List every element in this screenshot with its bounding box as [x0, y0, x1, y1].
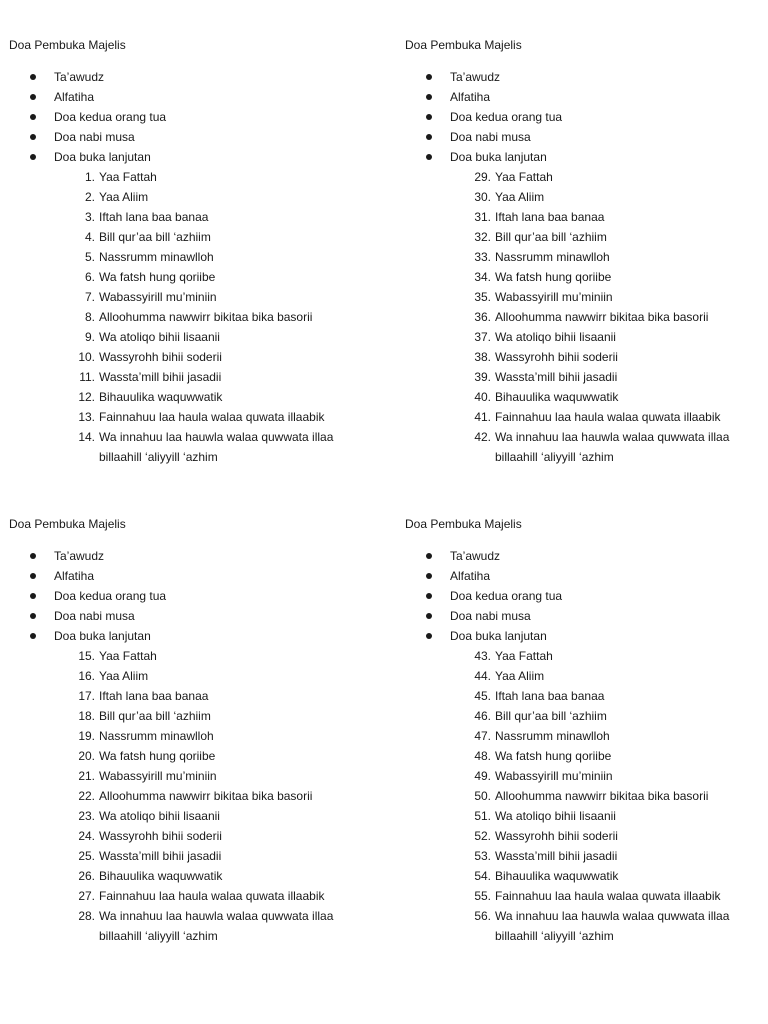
bullet-dot-icon: [30, 633, 36, 639]
list-number: 34.: [474, 270, 491, 284]
list-text: Nassrumm minawlloh: [99, 729, 214, 743]
list-item: [405, 387, 757, 407]
list-number: 12.: [78, 390, 95, 404]
list-item: [9, 387, 361, 407]
list-number: 26.: [78, 869, 95, 883]
list-item: [405, 407, 757, 427]
bullet-item: [9, 586, 166, 606]
bullet-text: Doa kedua orang tua: [450, 589, 563, 603]
numbered-list: [405, 646, 757, 946]
list-number: 50.: [474, 789, 491, 803]
list-item: [405, 427, 757, 467]
list-number: 10.: [78, 350, 95, 364]
list-text: Wa fatsh hung qoriibe: [99, 749, 216, 763]
list-text: Wa fatsh hung qoriibe: [495, 270, 612, 284]
list-item: [9, 666, 361, 686]
list-number: 41.: [474, 410, 491, 424]
list-number: 49.: [474, 769, 491, 783]
list-item: [9, 367, 361, 387]
bullet-text: Alfatiha: [450, 90, 491, 104]
list-number: 38.: [474, 350, 491, 364]
list-item: [405, 886, 757, 906]
list-text: Wa fatsh hung qoriibe: [99, 270, 216, 284]
list-text: Iftah lana baa banaa: [99, 689, 209, 703]
bullet-text: Alfatiha: [54, 90, 95, 104]
list-text: Bill qur’aa bill ‘azhiim: [495, 709, 607, 723]
list-text: Bihauulika waquwwatik: [99, 390, 223, 404]
list-number: 9.: [84, 330, 95, 344]
list-item: [9, 826, 361, 846]
bullet-list: [405, 546, 562, 646]
bullet-text: Doa nabi musa: [450, 130, 531, 144]
list-number: 27.: [78, 889, 95, 903]
list-number: 51.: [474, 809, 491, 823]
list-text: Alloohumma nawwirr bikitaa bika basorii: [99, 310, 313, 324]
bullet-item: [9, 107, 166, 127]
list-item: [9, 726, 361, 746]
bullet-text: Doa buka lanjutan: [450, 629, 547, 643]
list-item: [9, 167, 361, 187]
list-text: Wa innahuu laa hauwla walaa quwwata illaa billaahill ‘aliyyill ‘azhim: [495, 909, 730, 943]
list-item: [405, 187, 757, 207]
list-text: Wassta’mill bihii jasadii: [99, 370, 222, 384]
bullet-list: [9, 67, 166, 167]
list-number: 44.: [474, 669, 491, 683]
list-text: Yaa Aliim: [495, 190, 545, 204]
bullet-dot-icon: [426, 94, 432, 100]
list-number: 14.: [78, 430, 95, 444]
list-number: 24.: [78, 829, 95, 843]
list-number: 21.: [78, 769, 95, 783]
bullet-item: [9, 147, 166, 167]
list-item: [405, 726, 757, 746]
list-text: Wassta’mill bihii jasadii: [495, 849, 618, 863]
bullet-item: [405, 566, 562, 586]
list-text: Yaa Aliim: [495, 669, 545, 683]
list-text: Nassrumm minawlloh: [99, 250, 214, 264]
list-item: [9, 227, 361, 247]
list-text: Wa atoliqo bihii lisaanii: [99, 330, 220, 344]
list-number: 3.: [84, 210, 95, 224]
list-number: 39.: [474, 370, 491, 384]
list-number: 4.: [84, 230, 95, 244]
bullet-item: [9, 127, 166, 147]
list-text: Wabassyirill mu’miniin: [99, 769, 217, 783]
bullet-dot-icon: [426, 134, 432, 140]
list-text: Iftah lana baa banaa: [495, 689, 605, 703]
list-number: 42.: [474, 430, 491, 444]
list-number: 55.: [474, 889, 491, 903]
list-number: 46.: [474, 709, 491, 723]
bullet-text: Doa buka lanjutan: [54, 150, 151, 164]
bullet-dot-icon: [30, 74, 36, 80]
list-text: Alloohumma nawwirr bikitaa bika basorii: [495, 789, 709, 803]
bullet-item: [9, 67, 166, 87]
list-item: [9, 327, 361, 347]
list-item: [9, 706, 361, 726]
list-item: [9, 287, 361, 307]
list-text: Yaa Aliim: [99, 669, 149, 683]
list-number: 33.: [474, 250, 491, 264]
bullet-item: [405, 546, 562, 566]
list-item: [9, 786, 361, 806]
list-number: 31.: [474, 210, 491, 224]
list-item: [405, 247, 757, 267]
list-text: Wassyrohh bihii soderii: [99, 350, 222, 364]
bullet-list: [405, 67, 562, 167]
list-number: 19.: [78, 729, 95, 743]
list-number: 18.: [78, 709, 95, 723]
bullet-text: Doa buka lanjutan: [450, 150, 547, 164]
list-number: 13.: [78, 410, 95, 424]
list-text: Wa innahuu laa hauwla walaa quwwata illaa billaahill ‘aliyyill ‘azhim: [495, 430, 730, 464]
list-item: [9, 806, 361, 826]
list-text: Wa innahuu laa hauwla walaa quwwata illaa billaahill ‘aliyyill ‘azhim: [99, 909, 334, 943]
list-item: [405, 766, 757, 786]
list-number: 37.: [474, 330, 491, 344]
bullet-text: Doa nabi musa: [450, 609, 531, 623]
list-text: Wassta’mill bihii jasadii: [495, 370, 618, 384]
bullet-dot-icon: [426, 593, 432, 599]
list-item: [9, 746, 361, 766]
bullet-dot-icon: [426, 114, 432, 120]
list-text: Fainnahuu laa haula walaa quwata illaabik: [99, 889, 325, 903]
list-item: [405, 786, 757, 806]
list-item: [405, 746, 757, 766]
list-item: [9, 766, 361, 786]
list-item: [9, 267, 361, 287]
list-number: 48.: [474, 749, 491, 763]
bullet-dot-icon: [30, 134, 36, 140]
bullet-dot-icon: [30, 573, 36, 579]
list-item: [405, 347, 757, 367]
list-item: [9, 427, 361, 467]
list-item: [405, 227, 757, 247]
list-number: 16.: [78, 669, 95, 683]
bullet-item: [9, 626, 166, 646]
list-item: [405, 686, 757, 706]
bullet-list: [9, 546, 166, 646]
list-item: [405, 307, 757, 327]
list-item: [405, 826, 757, 846]
list-text: Wassyrohh bihii soderii: [495, 829, 618, 843]
list-item: [405, 287, 757, 307]
list-number: 53.: [474, 849, 491, 863]
list-text: Nassrumm minawlloh: [495, 250, 610, 264]
bullet-item: [405, 147, 562, 167]
bullet-item: [405, 127, 562, 147]
list-text: Yaa Fattah: [99, 170, 157, 184]
list-item: [9, 646, 361, 666]
list-text: Fainnahuu laa haula walaa quwata illaabik: [495, 410, 721, 424]
list-number: 40.: [474, 390, 491, 404]
list-text: Alloohumma nawwirr bikitaa bika basorii: [99, 789, 313, 803]
list-item: [405, 806, 757, 826]
list-number: 11.: [79, 370, 95, 384]
list-item: [9, 207, 361, 227]
list-text: Yaa Aliim: [99, 190, 149, 204]
list-item: [9, 187, 361, 207]
bullet-dot-icon: [426, 553, 432, 559]
list-number: 35.: [474, 290, 491, 304]
list-number: 20.: [78, 749, 95, 763]
list-item: [9, 866, 361, 886]
list-item: [405, 327, 757, 347]
list-item: [405, 666, 757, 686]
bullet-dot-icon: [426, 613, 432, 619]
bullet-text: Alfatiha: [450, 569, 491, 583]
block-title: Doa Pembuka Majelis: [9, 38, 126, 52]
list-number: 47.: [474, 729, 491, 743]
list-text: Wa atoliqo bihii lisaanii: [495, 809, 616, 823]
list-text: Wassta’mill bihii jasadii: [99, 849, 222, 863]
list-text: Alloohumma nawwirr bikitaa bika basorii: [495, 310, 709, 324]
block-title: Doa Pembuka Majelis: [9, 517, 126, 531]
list-number: 23.: [78, 809, 95, 823]
list-number: 28.: [78, 909, 95, 923]
list-text: Bill qur’aa bill ‘azhiim: [99, 709, 211, 723]
list-item: [405, 706, 757, 726]
list-text: Wa innahuu laa hauwla walaa quwwata illaa billaahill ‘aliyyill ‘azhim: [99, 430, 334, 464]
list-number: 43.: [474, 649, 491, 663]
bullet-item: [405, 87, 562, 107]
list-text: Wa atoliqo bihii lisaanii: [495, 330, 616, 344]
list-number: 22.: [78, 789, 95, 803]
bullet-item: [405, 67, 562, 87]
numbered-list: [9, 646, 361, 946]
list-number: 45.: [474, 689, 491, 703]
list-number: 54.: [474, 869, 491, 883]
list-number: 8.: [84, 310, 95, 324]
list-item: [9, 307, 361, 327]
bullet-text: Doa kedua orang tua: [54, 589, 167, 603]
bullet-dot-icon: [30, 613, 36, 619]
bullet-dot-icon: [30, 94, 36, 100]
bullet-dot-icon: [30, 154, 36, 160]
bullet-text: Doa nabi musa: [54, 130, 135, 144]
numbered-list: [9, 167, 361, 467]
list-text: Iftah lana baa banaa: [99, 210, 209, 224]
list-number: 36.: [474, 310, 491, 324]
list-number: 5.: [84, 250, 95, 264]
list-text: Yaa Fattah: [495, 649, 553, 663]
list-text: Bihauulika waquwwatik: [495, 869, 619, 883]
list-number: 2.: [84, 190, 95, 204]
bullet-text: Doa kedua orang tua: [450, 110, 563, 124]
bullet-item: [9, 546, 166, 566]
list-number: 56.: [474, 909, 491, 923]
list-text: Yaa Fattah: [99, 649, 157, 663]
bullet-text: Doa buka lanjutan: [54, 629, 151, 643]
bullet-item: [405, 586, 562, 606]
list-text: Iftah lana baa banaa: [495, 210, 605, 224]
list-item: [9, 906, 361, 946]
list-item: [405, 367, 757, 387]
bullet-item: [405, 626, 562, 646]
list-text: Fainnahuu laa haula walaa quwata illaabik: [99, 410, 325, 424]
bullet-text: Ta’awudz: [450, 70, 501, 84]
list-item: [9, 686, 361, 706]
list-text: Wassyrohh bihii soderii: [495, 350, 618, 364]
bullet-text: Doa kedua orang tua: [54, 110, 167, 124]
list-number: 7.: [84, 290, 95, 304]
list-number: 15.: [78, 649, 95, 663]
bullet-dot-icon: [426, 154, 432, 160]
block-title: Doa Pembuka Majelis: [405, 517, 522, 531]
list-item: [405, 906, 757, 946]
list-item: [9, 407, 361, 427]
list-number: 30.: [474, 190, 491, 204]
bullet-text: Ta’awudz: [54, 70, 105, 84]
list-item: [405, 846, 757, 866]
list-item: [405, 207, 757, 227]
list-number: 6.: [84, 270, 95, 284]
bullet-dot-icon: [426, 633, 432, 639]
bullet-item: [405, 107, 562, 127]
bullet-dot-icon: [426, 74, 432, 80]
bullet-dot-icon: [426, 573, 432, 579]
list-text: Bihauulika waquwwatik: [99, 869, 223, 883]
bullet-text: Ta’awudz: [54, 549, 105, 563]
list-item: [405, 167, 757, 187]
list-text: Bihauulika waquwwatik: [495, 390, 619, 404]
numbered-list: [405, 167, 757, 467]
list-item: [9, 886, 361, 906]
list-text: Fainnahuu laa haula walaa quwata illaabik: [495, 889, 721, 903]
bullet-dot-icon: [30, 114, 36, 120]
list-number: 52.: [474, 829, 491, 843]
list-item: [9, 247, 361, 267]
list-item: [9, 347, 361, 367]
bullet-item: [405, 606, 562, 626]
bullet-item: [9, 87, 166, 107]
list-text: Nassrumm minawlloh: [495, 729, 610, 743]
list-number: 29.: [474, 170, 491, 184]
list-text: Bill qur’aa bill ‘azhiim: [495, 230, 607, 244]
list-text: Wabassyirill mu’miniin: [495, 769, 613, 783]
bullet-dot-icon: [30, 553, 36, 559]
bullet-dot-icon: [30, 593, 36, 599]
list-item: [405, 866, 757, 886]
list-item: [405, 646, 757, 666]
bullet-item: [9, 606, 166, 626]
list-text: Bill qur’aa bill ‘azhiim: [99, 230, 211, 244]
list-item: [9, 846, 361, 866]
list-text: Wassyrohh bihii soderii: [99, 829, 222, 843]
bullet-item: [9, 566, 166, 586]
list-number: 17.: [78, 689, 95, 703]
list-number: 32.: [474, 230, 491, 244]
list-text: Yaa Fattah: [495, 170, 553, 184]
bullet-text: Ta’awudz: [450, 549, 501, 563]
list-text: Wabassyirill mu’miniin: [495, 290, 613, 304]
list-text: Wa atoliqo bihii lisaanii: [99, 809, 220, 823]
bullet-text: Alfatiha: [54, 569, 95, 583]
list-number: 1.: [84, 170, 95, 184]
list-text: Wa fatsh hung qoriibe: [495, 749, 612, 763]
list-item: [405, 267, 757, 287]
list-text: Wabassyirill mu’miniin: [99, 290, 217, 304]
block-title: Doa Pembuka Majelis: [405, 38, 522, 52]
list-number: 25.: [78, 849, 95, 863]
bullet-text: Doa nabi musa: [54, 609, 135, 623]
